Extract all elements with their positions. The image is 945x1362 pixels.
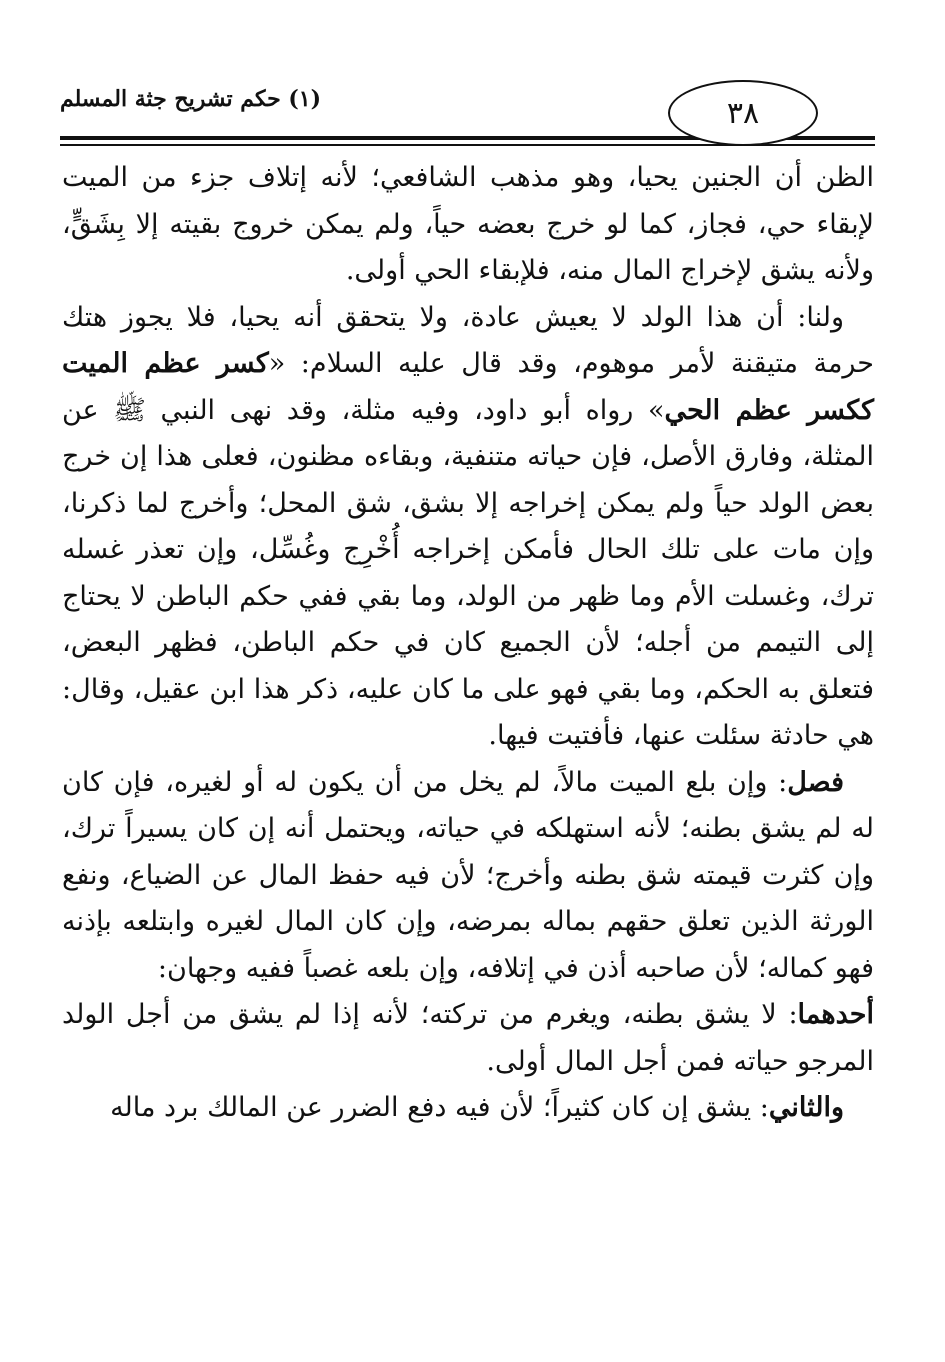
paragraph-text: : وإن بلع الميت مالاً، لم يخل من أن يكون له أو لغيره، فإن كان له لم يشق بطنه؛ لأنه استهلكه في حياته، ويحتمل أنه إن كان يسيراً ترك، وإن كثرت قيمته شق بطنه وأخرج؛ لأن فيه حفظ المال عن الضياع، ونفع الورثة الذين تعلق حقهم بماله بمرضه، وإن كان المال لغيره وابتلعه بإذنه فهو كماله؛ لأن صاحبه أذن في إتلافه، وإن بلعه غصباً ففيه وجهان: <box>62 766 874 984</box>
section-lead: والثاني <box>768 1092 844 1123</box>
running-title: (١) حكم تشريح جثة المسلم <box>60 86 322 112</box>
paragraph-text: ولنا: أن هذا الولد لا يعيش عادة، ولا يتحقق أنه يحيا، فلا يجوز هتك حرمة متيقنة لأمر موهوم، وقد قال عليه السلام: « <box>62 301 874 379</box>
section-lead: فصل <box>787 766 844 798</box>
paragraph-text: : لا يشق بطنه، ويغرم من تركته؛ لأنه إذا لم يشق من أجل الولد المرجو حياته فمن أجل المال أولى. <box>62 999 874 1077</box>
paragraph-5 <box>62 1085 874 1132</box>
page-number: ٣٨ <box>726 95 760 131</box>
paragraph-text: : يشق إن كان كثيراً؛ لأن فيه دفع الضرر عن المالك برد ماله <box>110 1092 769 1123</box>
hadith-quote: كسر عظم الميت ككسر عظم الحي <box>62 348 875 426</box>
paragraph-text: الظن أن الجنين يحيا، وهو مذهب الشافعي؛ لأنه إتلاف جزء من الميت لإبقاء حي، فجاز، كما لو خرج بعضه حياً، ولم يمكن خروج بقيته إلا بِشَقٍّ، ولأنه يشق لإخراج المال منه، فلإبقاء الحي أولى. <box>62 162 874 286</box>
page-number-oval <box>668 80 818 146</box>
paragraph-4 <box>62 992 874 1085</box>
page-header <box>60 78 875 148</box>
body-text <box>62 155 874 1132</box>
paragraph-text: » رواه أبو داود، وفيه مثلة، وقد نهى النبي ﷺ عن المثلة، وفارق الأصل، فإن حياته متنفية، وبقاءه مظنون، فعلى هذا إن خرج بعض الولد حياً ولم يمكن إخراجه إلا بشق، شق المحل؛ وأخرج لما ذكرنا، وإن مات على تلك الحال فأمكن إخراجه أُخْرِج وغُسِّل، وإن تعذر غسله ترك، وغسلت الأم وما ظهر من الولد، وما بقي ففي حكم الباطن لا يحتاج إلى التيمم من أجله؛ لأن الجميع كان في حكم الباطن، فظهر البعض، فتعلق به الحكم، وما بقي فهو على ما كان عليه، ذكر هذا ابن عقيل، وقال: هي حادثة سئلت عنها، فأفتيت فيها. <box>62 394 874 751</box>
paragraph-2 <box>62 295 874 760</box>
section-lead: أحدهما <box>797 999 874 1030</box>
paragraph-1 <box>62 155 874 295</box>
paragraph-3 <box>62 760 874 993</box>
